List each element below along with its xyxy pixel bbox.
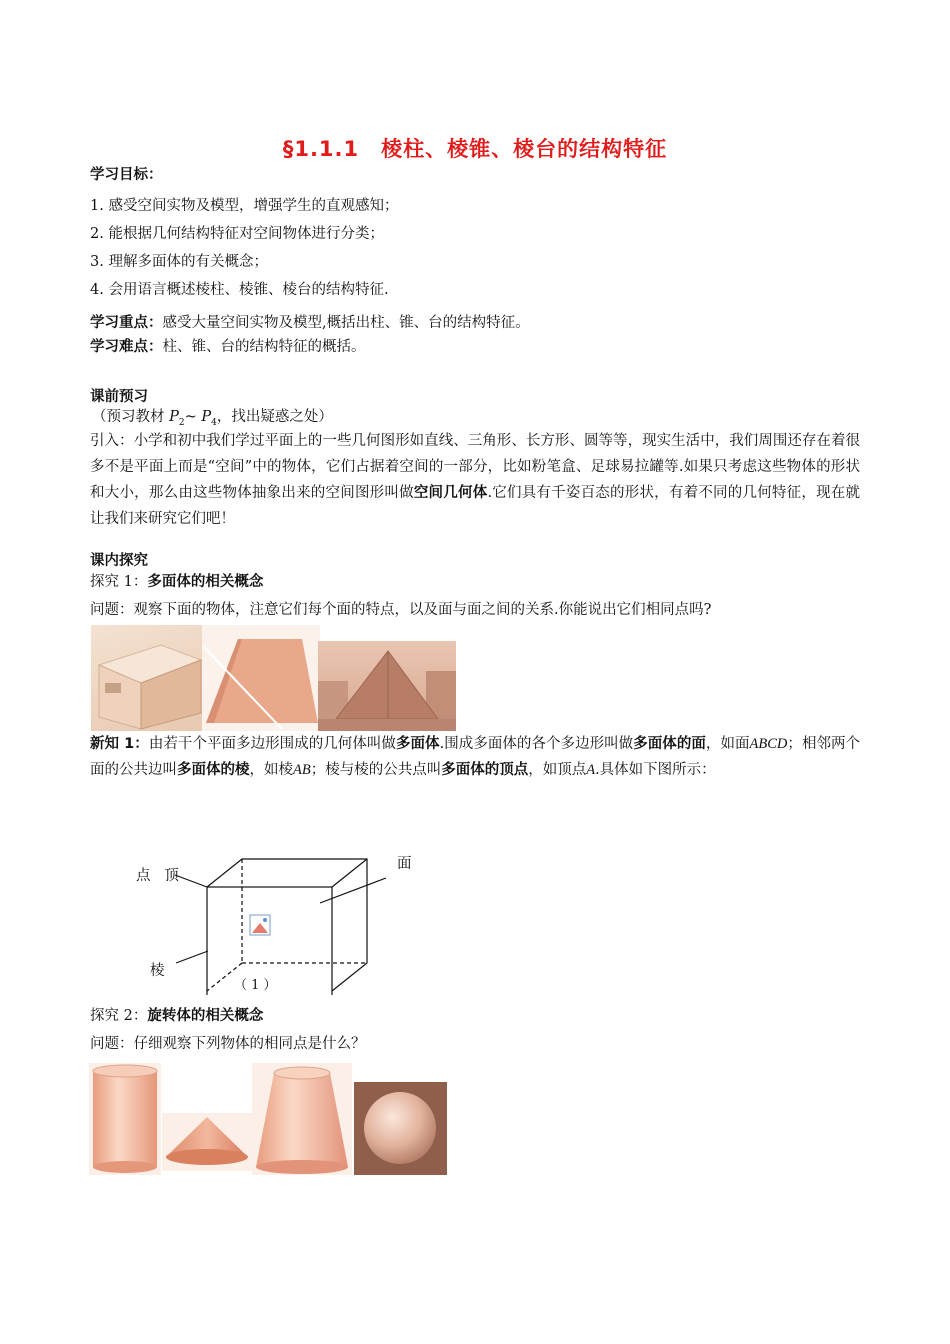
sphere-image [354,1082,447,1175]
question-2: 问题：仔细观察下列物体的相同点是什么？ [90,1036,366,1052]
frustum-cone-image [252,1063,352,1175]
page-title: §1.1.1 棱柱、棱锥、棱台的结构特征 [282,137,668,161]
key-points [90,311,530,332]
box-photo [91,625,209,731]
frustum-cone-photo [252,1063,352,1175]
cylinder-image [89,1063,161,1175]
vertex-label: 点 顶 [136,868,179,884]
vertex-pointer [175,875,207,887]
objective-item: 3. 理解多面体的有关概念； [90,254,268,270]
key-points-text: 感受大量空间实物及模型,概括出柱、锥、台的结构特征。 [162,315,530,331]
edge-pointer [176,951,208,963]
preview-heading: 课前预习 [90,389,148,405]
key-points-label: 学习重点： [90,315,163,331]
sphere-photo [354,1082,447,1175]
frustum-photo [202,625,320,731]
frustum-image [202,625,320,731]
face-label: 面 [397,856,412,872]
cone-image [162,1113,252,1171]
new-knowledge-1: 新知 1：由若干个平面多边形围成的几何体叫做多面体.围成多面体的各个多边形叫做多面体的面，如面ABCD；相邻两个面的公共边叫多面体的棱，如棱AB；棱与棱的公共点叫多面体的顶点，如顶点A.具体如下图所示： [90,736,861,778]
explore-heading: 课内探究 [90,553,148,569]
difficulty-label: 学习难点： [90,339,163,355]
louvre-pyramid-image [318,641,456,731]
edge-label: 棱 [150,963,165,979]
image-placeholder-icon [250,915,270,935]
objective-item: 2. 能根据几何结构特征对空间物体进行分类； [90,226,384,242]
difficulty-text: 柱、锥、台的结构特征的概括。 [162,339,366,355]
objective-item: 1. 感受空间实物及模型，增强学生的直观感知； [90,198,399,214]
intro-paragraph: 引入：小学和初中我们学过平面上的一些几何图形如直线、三角形、长方形、圆等等，现实生活中，我们周围还存在着很多不是平面上而是“空间”中的物体，它们占据着空间的一部分，比如粉笔盒、足球易拉罐等.如果只考虑这些物体的形状和大小，那么由这些物体抽象出来的空间图形叫做空间几何体.它们具有千姿百态的形状，有着不同的几何特征，现在就让我们来研究它们吧！ [90,433,861,527]
face-pointer [320,878,386,903]
explore-1: 探究 1：多面体的相关概念 [90,574,264,590]
pyramid-photo [318,641,456,731]
objective-item: 4. 会用语言概述棱柱、棱锥、棱台的结构特征. [90,282,389,298]
objectives-heading: 学习目标： [90,167,163,183]
explore-2: 探究 2：旋转体的相关概念 [90,1008,264,1024]
figure-caption: （ 1 ） [234,978,277,993]
preview-note: （预习教材 $P_2\sim$ $P_4$，找出疑惑之处） [92,409,333,428]
cylinder-photo [89,1063,161,1175]
cone-photo [162,1113,252,1171]
difficulty [90,335,366,356]
carton-box-image [91,625,209,731]
question-1: 问题：观察下面的物体，注意它们每个面的特点，以及面与面之间的关系.你能说出它们相同点吗? [90,602,712,618]
